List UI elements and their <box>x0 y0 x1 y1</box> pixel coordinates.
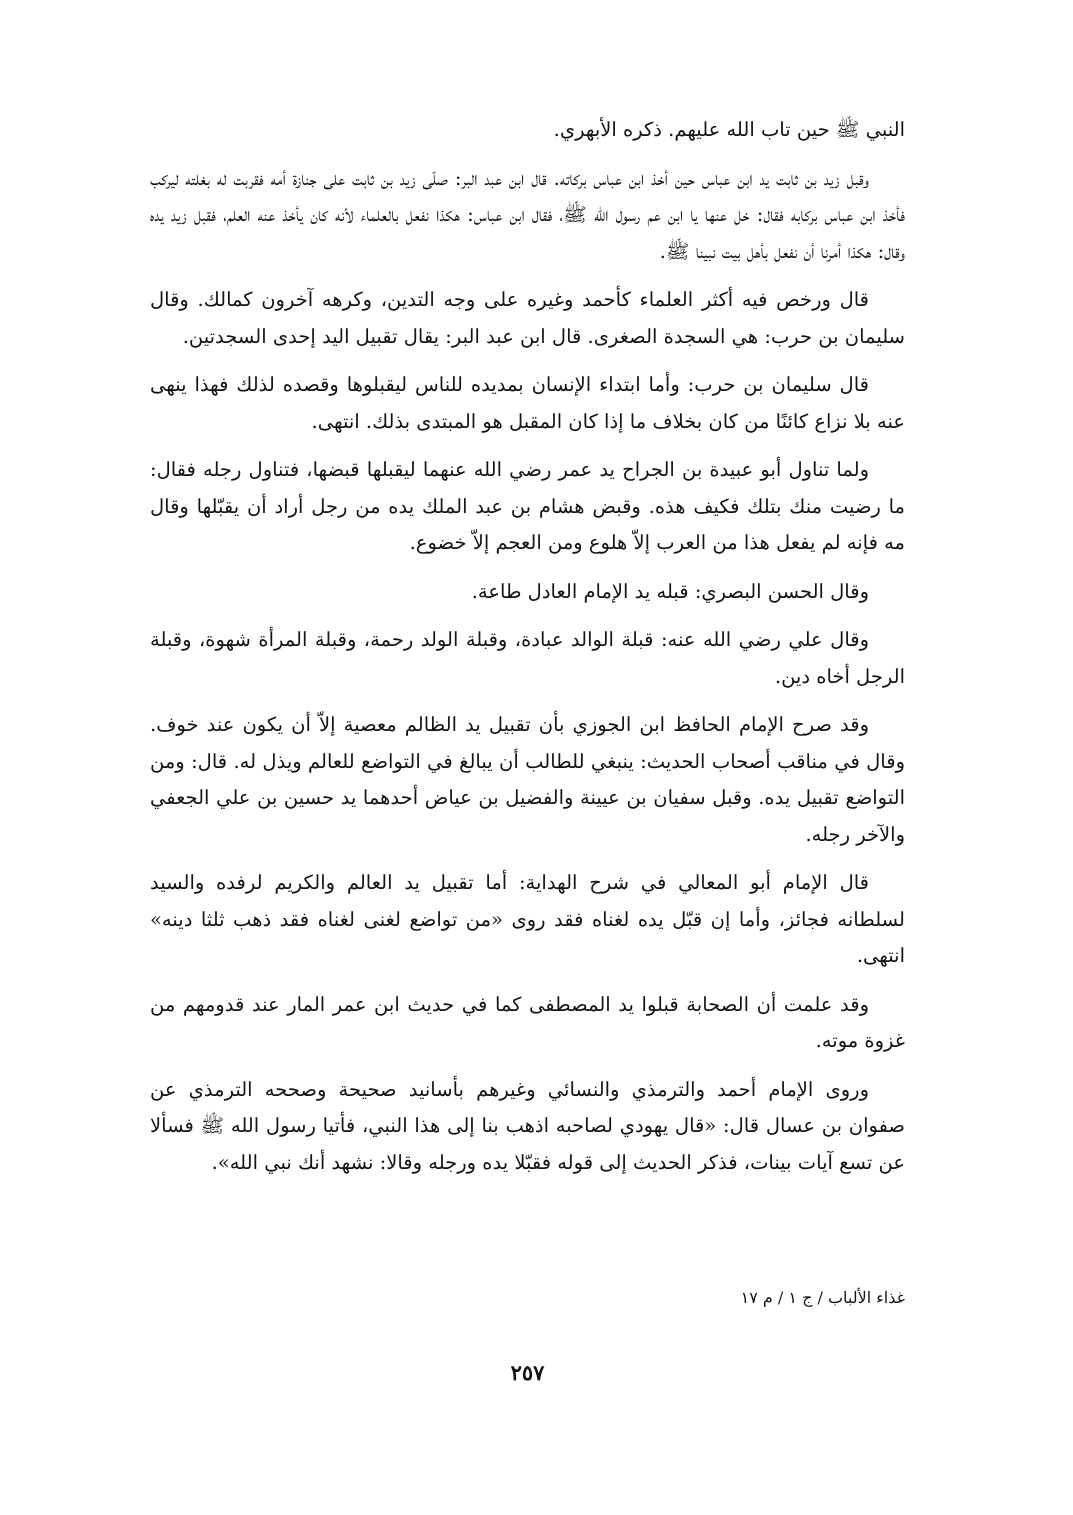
paragraph-continuation: النبي ﷺ حين تاب الله عليهم. ذكره الأبهري. <box>553 118 905 141</box>
paragraph: وقبل زيد بن ثابت يد ابن عباس حين أخذ ابن عباس بركاته. قال ابن عبد البر: صلّى زيد بن ثابت على جنازة أمه فقربت له بغلته ليركب فأخذ ابن عباس بركابه فقال: خل عنها يا ابن عم رسول الله ﷺ، فقال ابن عباس: هكذا نفعل بالعلماء لأنه كان يأخذ عنه العلم، فقبل زيد يده وقال: هكذا أمرنا أن نفعل بأهل بيت نبينا ﷺ. <box>150 166 905 263</box>
paragraph: وقال علي رضي الله عنه: قبلة الوالد عبادة، وقبلة الولد رحمة، وقبلة المرأة شهوة، وقبلة الرجل أخاه دين. <box>150 628 905 688</box>
paragraph: وقد صرح الإمام الحافظ ابن الجوزي بأن تقبيل يد الظالم معصية إلاّ أن يكون عند خوف. وقال في مناقب أصحاب الحديث: ينبغي للطالب أن يبالغ في التواضع للعالم ويذل له. قال: ومن التواضع تقبيل يده. وقبل سفيان بن عيينة والفضيل بن عياض أحدهما يد حسين بن علي الجعفي والآخر رجله. <box>150 713 905 846</box>
paragraph: قال ورخص فيه أكثر العلماء كأحمد وغيره على وجه التدين، وكرهه آخرون كمالك. وقال سليمان بن حرب: هي السجدة الصغرى. قال ابن عبد البر: يقال تقبيل اليد إحدى السجدتين. <box>150 288 905 348</box>
paragraph: ولما تناول أبو عبيدة بن الجراح يد عمر رضي الله عنهما ليقبلها قبضها، فتناول رجله فقال: ما رضيت منك بتلك فكيف هذه. وقبض هشام بن عبد الملك يده من رجل أراد أن يقبّلها وقال مه فإنه لم يفعل هذا من العرب إلاّ هلوع ومن العجم إلاّ خضوع. <box>150 458 905 554</box>
signature-mark: غذاء الألباب / ج ١ / م ١٧ <box>740 1288 905 1307</box>
page-number: ٢٥٧ <box>510 1360 545 1385</box>
paragraph: وقد علمت أن الصحابة قبلوا يد المصطفى كما في حديث ابن عمر المار عند قدومهم من غزوة موته. <box>150 992 905 1052</box>
paragraph: وقال الحسن البصري: قبله يد الإمام العادل طاعة. <box>471 579 869 603</box>
page-body <box>150 112 905 1412</box>
paragraph: قال الإمام أبو المعالي في شرح الهداية: أما تقبيل يد العالم والكريم لرفده والسيد لسلطانه فجائز، وأما إن قبّل يده لغناه فقد روى «من تواضع لغنى لغناه فقد ذهب ثلثا دينه» انتهى. <box>150 871 905 967</box>
paragraph: قال سليمان بن حرب: وأما ابتداء الإنسان بمديده للناس ليقبلوها وقصده لذلك فهذا ينهى عنه بلا نزاع كائنًا من كان بخلاف ما إذا كان المقبل هو المبتدى بذلك. انتهى. <box>150 373 905 433</box>
paragraph: وروى الإمام أحمد والترمذي والنسائي وغيرهم بأسانيد صحيحة وصححه الترمذي عن صفوان بن عسال قال: «قال يهودي لصاحبه اذهب بنا إلى هذا النبي، فأتيا رسول الله ﷺ فسألا عن تسع آيات بينات، فذكر الحديث إلى قوله فقبّلا يده ورجله وقالا: نشهد أنك نبي الله». <box>150 1077 905 1174</box>
